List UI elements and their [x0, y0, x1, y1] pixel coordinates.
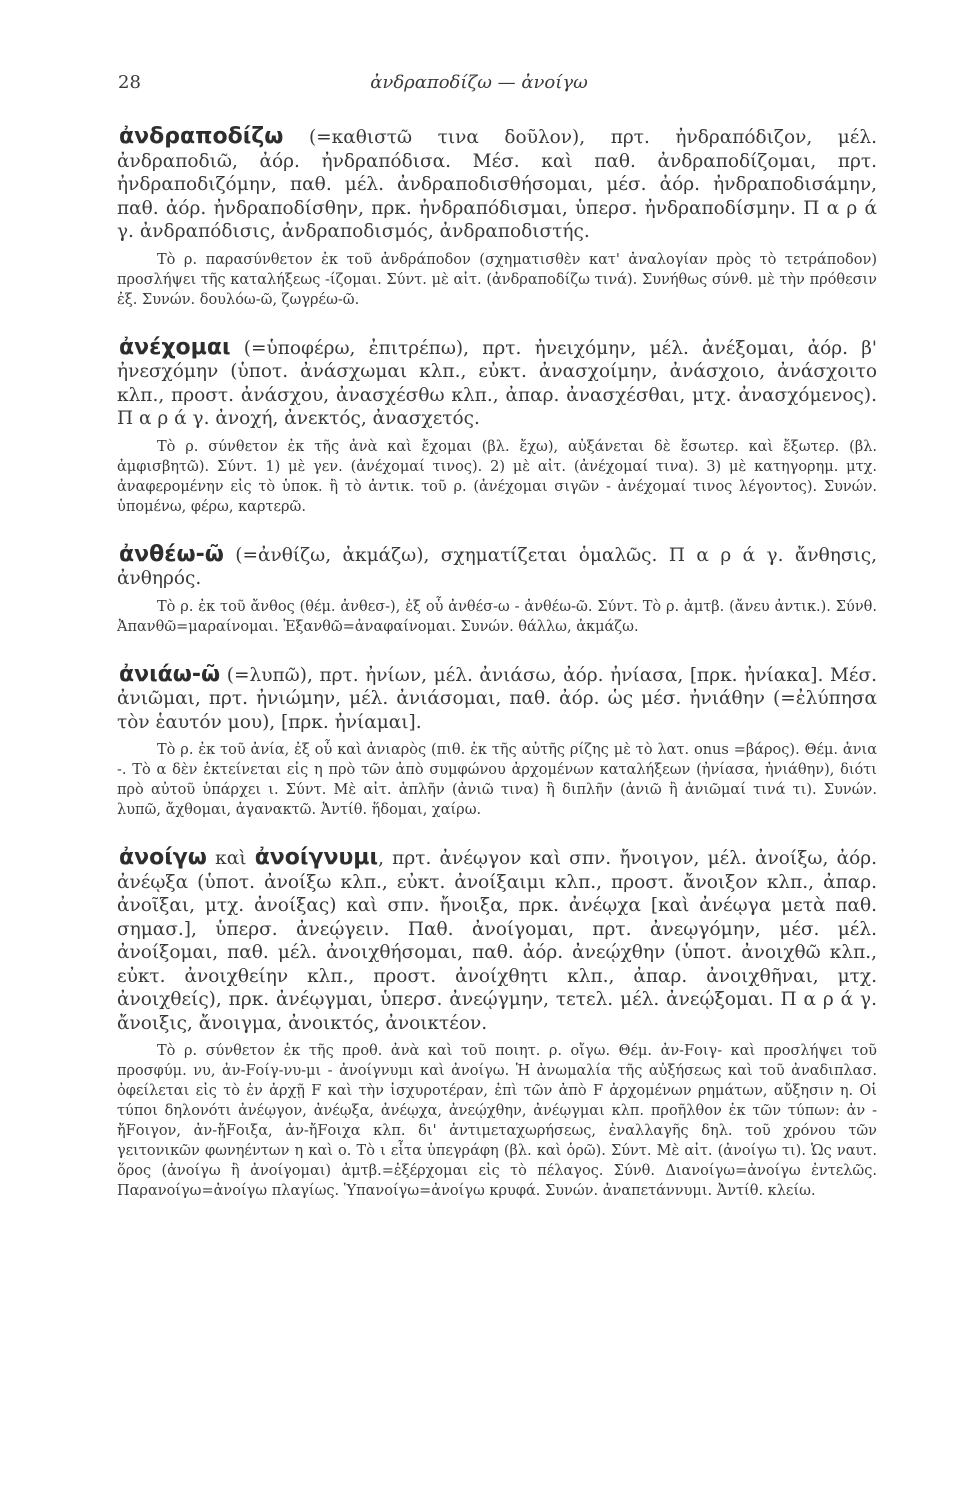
lemma: ἀνέχομαι [119, 334, 231, 360]
entry-main [117, 663, 877, 735]
entry-note: Τὸ ρ. ἐκ τοῦ ἀνία, ἐξ οὗ καὶ ἀνιαρὸς (πιθ. ἐκ τῆς αὐτῆς ρίζης μὲ τὸ λατ. onus =βάρος). Θέμ. ἀνια -. Τὸ α δὲν ἐκτείνεται εἰς η πρὸ τῶν ἀπὸ συμφώνου ἀρχομένων καταλήξεων (ἠνίασα, ἠνιάθην), διότι πρὸ αὐτοῦ ὑπάρχει ι. Σύντ. Μὲ αἰτ. ἁπλῆν (ἀνιῶ τινα) ἢ διπλῆν (ἀνιῶ ἢ ἀνιῶμαί τινά τι). Συνών. λυπῶ, ἄχθομαι, ἀγανακτῶ. Ἀντίθ. ἥδομαι, χαίρω. [117, 742, 877, 818]
lemma: ἀνθέω-ῶ [119, 541, 224, 567]
running-title: ἀνδραποδίζω — ἀνοίγω [370, 72, 588, 93]
entries-body [117, 125, 877, 1227]
entry-andrapodizo [117, 125, 877, 310]
entry-note: Τὸ ρ. σύνθετον ἐκ τῆς προθ. ἀνὰ καὶ τοῦ ποιητ. ρ. οἴγω. Θέμ. ἀν-Fοιγ- καὶ προσλήψει τοῦ προσφύμ. νυ, ἀν-Fοίγ-νυ-μι - ἀνοίγνυμι καὶ ἀνοίγω. Ἡ ἀνωμαλία τῆς αὐξήσεως καὶ τοῦ ἀναδιπλασ. ὀφείλεται εἰς τὸ ἐν ἀρχῇ F καὶ τὴν ἰσχυροτέραν, ἐπὶ τῶν ἀπὸ F ἀρχομένων ρημάτων, αὔξησιν η. Οἱ τύποι δηλονότι ἀνέῳγον, ἀνέῳξα, ἀνέῳχα, ἀνεῴχθην, ἀνέῳγμαι κλπ. προῆλθον ἐκ τῶν τύπων: ἀν - ἤFοιγον, ἀν-ἤFοιξα, ἀν-ἤFοιχα κλπ. δι' ἀντιμεταχωρήσεως, ἐναλλαγῆς δηλ. τοῦ χρόνου τῶν γειτονικῶν φωνηέντων η καὶ ο. Τὸ ι εἶτα ὑπεγράφη (βλ. καὶ ὁρῶ). Σύντ. Μὲ αἰτ. (ἀνοίγω τι). Ὡς ναυτ. ὅρος (ἀνοίγω ἢ ἀνοίγομαι) ἀμτβ.=ἐξέρχομαι εἰς τὸ πέλαγος. Σύνθ. Διανοίγω=ἀνοίγω ἐντελῶς. Παρανοίγω=ἀνοίγω πλαγίως. Ὑπανοίγω=ἀνοίγω κρυφά. Συνών. ἀναπετάννυμι. Ἀντίθ. κλείω. [117, 1043, 877, 1199]
lemma-secondary: ἀνοίγνυμι [254, 845, 379, 870]
entry-antheo [117, 543, 877, 637]
lemma: ἀνιάω-ῶ [119, 661, 221, 687]
page-header [0, 72, 958, 96]
entry-anechomai [117, 336, 877, 517]
entry-note: Τὸ ρ. σύνθετον ἐκ τῆς ἀνὰ καὶ ἔχομαι (βλ. ἔχω), αὐξάνεται δὲ ἔσωτερ. καὶ ἔξωτερ. (βλ. ἀμφισβητῶ). Σύντ. 1) μὲ γεν. (ἀνέχομαί τινος). 2) μὲ αἰτ. (ἀνέχομαί τινα). 3) μὲ κατηγορημ. μτχ. ἀναφερομένην εἰς τὸ ὑποκ. ἢ τὸ ἀντικ. τοῦ ρ. (ἀνέχομαι σιγῶν - ἀνέχομαί τινος λέγοντος). Συνών. ὑπομένω, φέρω, καρτερῶ. [117, 438, 877, 515]
entry-note: Τὸ ρ. παρασύνθετον ἐκ τοῦ ἀνδράποδον (σχηματισθὲν κατ' ἀναλογίαν πρὸς τὸ τετράποδον) προσλήψει τῆς καταλήξεως -ίζομαι. Σύντ. μὲ αἰτ. (ἀνδραποδίζω τινά). Συνήθως σύνθ. μὲ τὴν πρόθεσιν ἐξ. Συνών. δουλόω-ῶ, ζωγρέω-ῶ. [117, 251, 877, 308]
entry-main [117, 125, 877, 244]
entry-main [117, 543, 877, 591]
entry-anoigo [117, 846, 877, 1201]
lemma: ἀνοίγω [119, 845, 207, 870]
entry-text: (=καθιστῶ τινα δοῦλον), πρτ. ἠνδραπόδιζον, μέλ. ἀνδραποδιῶ, ἀόρ. ἠνδραπόδισα. Μέσ. καὶ παθ. ἀνδραποδίζομαι, πρτ. ἠνδραποδιζόμην, παθ. μέλ. ἀνδραποδισθήσομαι, μέσ. ἀόρ. ἠνδραποδισάμην, παθ. ἀόρ. ἠνδραποδίσθην, πρκ. ἠνδραπόδισμαι, ὑπερσ. ἠνδραποδίσμην. Π α ρ ά γ. ἀνδραπόδισις, ἀνδραποδισμός, ἀνδραποδιστής. [117, 127, 877, 242]
lemma: ἀνδραποδίζω [119, 124, 284, 149]
entry-text: , πρτ. ἀνέῳγον καὶ σπν. ἤνοιγον, μέλ. ἀνοίξω, ἀόρ. ἀνέῳξα (ὑποτ. ἀνοίξω κλπ., εὐκτ. ἀνοίξαιμι κλπ., προστ. ἄνοιξον κλπ., ἀπαρ. ἀνοῖξαι, μτχ. ἀνοίξας) καὶ σπν. ἤνοιξα, πρκ. ἀνέῳχα [καὶ ἀνέῳγα μετὰ παθ. σημασ.], ὑπερσ. ἀνεῴγειν. Παθ. ἀνοίγομαι, πρτ. ἀνεῳγόμην, μέσ. μέλ. ἀνοίξομαι, παθ. μέλ. ἀνοιχθήσομαι, παθ. ἀόρ. ἀνεῴχθην (ὑποτ. ἀνοιχθῶ κλπ., εὐκτ. ἀνοιχθείην κλπ., προστ. ἀνοίχθητι κλπ., ἀπαρ. ἀνοιχθῆναι, μτχ. ἀνοιχθείς), πρκ. ἀνέῳγμαι, ὑπερσ. ἀνεῴγμην, τετελ. μέλ. ἀνεῴξομαι. Π α ρ ά γ. ἄνοιξις, ἄνοιγμα, ἀνοικτός, ἀνοικτέον. [117, 848, 877, 1034]
lemma-joiner: καὶ [215, 848, 247, 869]
entry-main [117, 846, 877, 1035]
entry-text: (=ὑποφέρω, ἐπιτρέπω), πρτ. ἠνειχόμην, μέλ. ἀνέξομαι, ἀόρ. β' ἠνεσχόμην (ὑποτ. ἀνάσχωμαι κλπ., εὐκτ. ἀνασχοίμην, ἀνάσχοιο, ἀνάσχοιτο κλπ., προστ. ἀνάσχου, ἀνασχέσθω κλπ., ἀπαρ. ἀνασχέσθαι, μτχ. ἀνασχόμενος). Π α ρ ά γ. ἀνοχή, ἀνεκτός, ἀνασχετός. [117, 337, 877, 429]
entry-text: (=ἀνθίζω, ἀκμάζω), σχηματίζεται ὁμαλῶς. Π α ρ ά γ. ἄνθησις, ἀνθηρός. [117, 544, 877, 589]
entry-note: Τὸ ρ. ἐκ τοῦ ἄνθος (θέμ. ἀνθεσ-), ἐξ οὗ ἀνθέσ-ω - ἀνθέω-ῶ. Σύντ. Τὸ ρ. ἀμτβ. (ἄνευ ἀντικ.). Σύνθ. Ἀπανθῶ=μαραίνομαι. Ἐξανθῶ=ἀναφαίνομαι. Συνών. θάλλω, ἀκμάζω. [117, 598, 877, 635]
entry-main [117, 336, 877, 431]
entry-aniao [117, 663, 877, 821]
entry-text: (=λυπῶ), πρτ. ἠνίων, μέλ. ἀνιάσω, ἀόρ. ἠνίασα, [πρκ. ἠνίακα]. Μέσ. ἀνιῶμαι, πρτ. ἠνιώμην, μέλ. ἀνιάσομαι, παθ. ἀόρ. ὡς μέσ. ἠνιάθην (=ἐλύπησα τὸν ἑαυτόν μου), [πρκ. ἠνίαμαι]. [117, 664, 878, 733]
page-number: 28 [118, 72, 141, 93]
